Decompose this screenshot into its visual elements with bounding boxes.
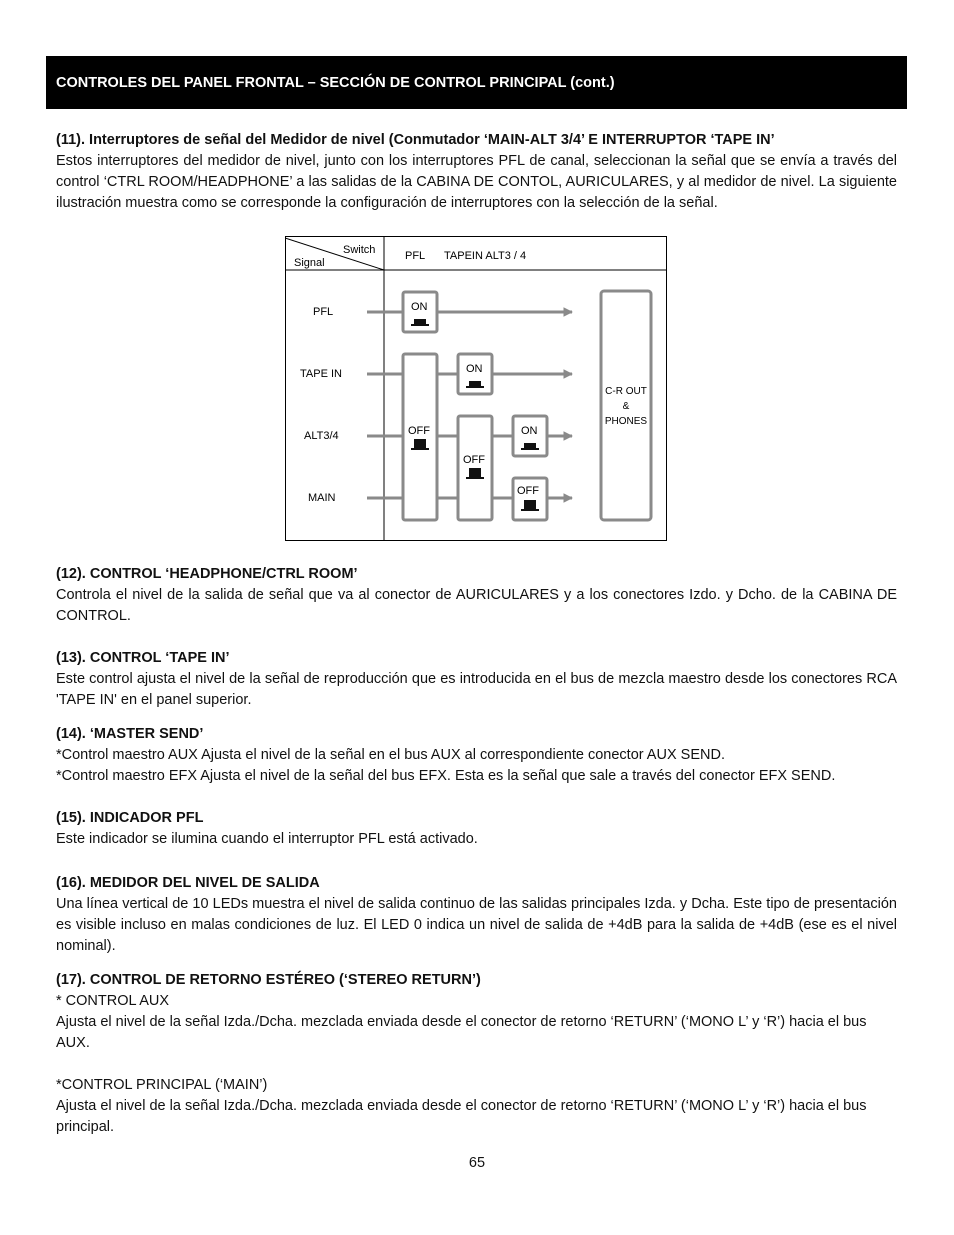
signal-label-alt34: ALT3/4 bbox=[304, 430, 339, 442]
section-17-aux-body: Ajusta el nivel de la señal Izda./Dcha. mezclada enviada desde el conector de retorno ‘RETURN’ (‘MONO L’ y ‘R’) hacia el bus AUX. bbox=[56, 1014, 867, 1051]
switch-pfl-on-label: ON bbox=[411, 301, 428, 313]
switch-alt34-on-label: ON bbox=[521, 425, 538, 437]
section-17-heading: (17). CONTROL DE RETORNO ESTÉREO (‘STEREO RETURN’) bbox=[56, 972, 481, 988]
section-15 bbox=[56, 808, 897, 850]
section-16-heading: (16). MEDIDOR DEL NIVEL DE SALIDA bbox=[56, 875, 320, 891]
section-12 bbox=[56, 564, 897, 627]
section-11 bbox=[56, 130, 897, 214]
switch-tapein-off-label: OFF bbox=[463, 454, 485, 466]
diagram-col-switches: TAPEIN ALT3 / 4 bbox=[444, 250, 527, 262]
section-14-heading: (14). ‘MASTER SEND’ bbox=[56, 726, 204, 742]
output-label-line3: PHONES bbox=[604, 416, 648, 427]
section-header-bar bbox=[46, 56, 907, 109]
section-11-heading: (11). Interruptores de señal del Medidor de nivel (Conmutador ‘MAIN-ALT 3/4’ E INTERRUPTOR ‘TAPE IN’ bbox=[56, 132, 775, 148]
section-14-line-aux: *Control maestro AUX Ajusta el nivel de la señal en el bus AUX al correspondiente conector AUX SEND. bbox=[56, 747, 725, 763]
section-header-title: CONTROLES DEL PANEL FRONTAL – SECCIÓN DE CONTROL PRINCIPAL (cont.) bbox=[56, 74, 615, 91]
signal-label-tape-in: TAPE IN bbox=[300, 368, 342, 380]
section-17-main-title: *CONTROL PRINCIPAL (‘MAIN’) bbox=[56, 1077, 268, 1093]
page-number: 65 bbox=[468, 1155, 486, 1171]
section-13-body: Este control ajusta el nivel de la señal de reproducción que es introducida en el bus de mezcla maestro desde los conectores RCA 'TAPE IN' en el panel superior. bbox=[56, 671, 897, 708]
signal-label-main: MAIN bbox=[308, 492, 336, 504]
section-14-line-efx: *Control maestro EFX Ajusta el nivel de la señal del bus EFX. Esta es la señal que sale a través del conector EFX SEND. bbox=[56, 768, 836, 784]
section-13-heading: (13). CONTROL ‘TAPE IN’ bbox=[56, 650, 230, 666]
output-label-line1: C-R OUT bbox=[605, 386, 647, 397]
section-17-spacer bbox=[56, 1054, 897, 1075]
section-17-main-body: Ajusta el nivel de la señal Izda./Dcha. mezclada enviada desde el conector de retorno ‘RETURN’ (‘MONO L’ y ‘R’) hacia el bus principal. bbox=[56, 1098, 867, 1135]
section-17-aux-title: * CONTROL AUX bbox=[56, 993, 170, 1009]
switch-pfl-off bbox=[403, 354, 437, 520]
section-16-body: Una línea vertical de 10 LEDs muestra el nivel de salida continuo de las salidas principales Izda. y Dcha. Este tipo de presentación es visible incluso en malas condiciones de luz. El LED 0 indica un nivel de salida de +4dB para la salida de +4dB (ese es el nivel nominal). bbox=[56, 896, 897, 954]
section-11-body: Estos interruptores del medidor de nivel, junto con los interruptores PFL de canal, seleccionan la señal que se envía a través del control ‘CTRL ROOM/HEADPHONE’ a las salidas de la CABINA DE CONTOL, AURICULARES, y al medidor de nivel. La siguiente ilustración muestra como se corresponde la configuración de interruptores con la selección de la señal. bbox=[56, 153, 897, 211]
output-label-line2: & bbox=[622, 401, 630, 412]
diagram-corner-switch: Switch bbox=[343, 244, 376, 256]
switch-tapein-on-label: ON bbox=[466, 363, 483, 375]
section-17 bbox=[56, 970, 897, 1138]
switch-diagram bbox=[285, 236, 667, 542]
diagram-corner-signal: Signal bbox=[294, 257, 325, 269]
section-14 bbox=[56, 724, 897, 787]
switch-pfl-off-label: OFF bbox=[408, 425, 430, 437]
section-13 bbox=[56, 648, 897, 711]
section-15-body: Este indicador se ilumina cuando el interruptor PFL está activado. bbox=[56, 831, 478, 847]
switch-alt34-off-label: OFF bbox=[517, 485, 539, 497]
section-16 bbox=[56, 873, 897, 957]
section-12-body: Controla el nivel de la salida de señal que va al conector de AURICULARES y a los conectores Izdo. y Dcho. de la CABINA DE CONTROL. bbox=[56, 587, 897, 624]
signal-label-pfl: PFL bbox=[313, 306, 334, 318]
section-12-heading: (12). CONTROL ‘HEADPHONE/CTRL ROOM’ bbox=[56, 566, 358, 582]
diagram-col-pfl: PFL bbox=[405, 250, 426, 262]
section-15-heading: (15). INDICADOR PFL bbox=[56, 810, 204, 826]
